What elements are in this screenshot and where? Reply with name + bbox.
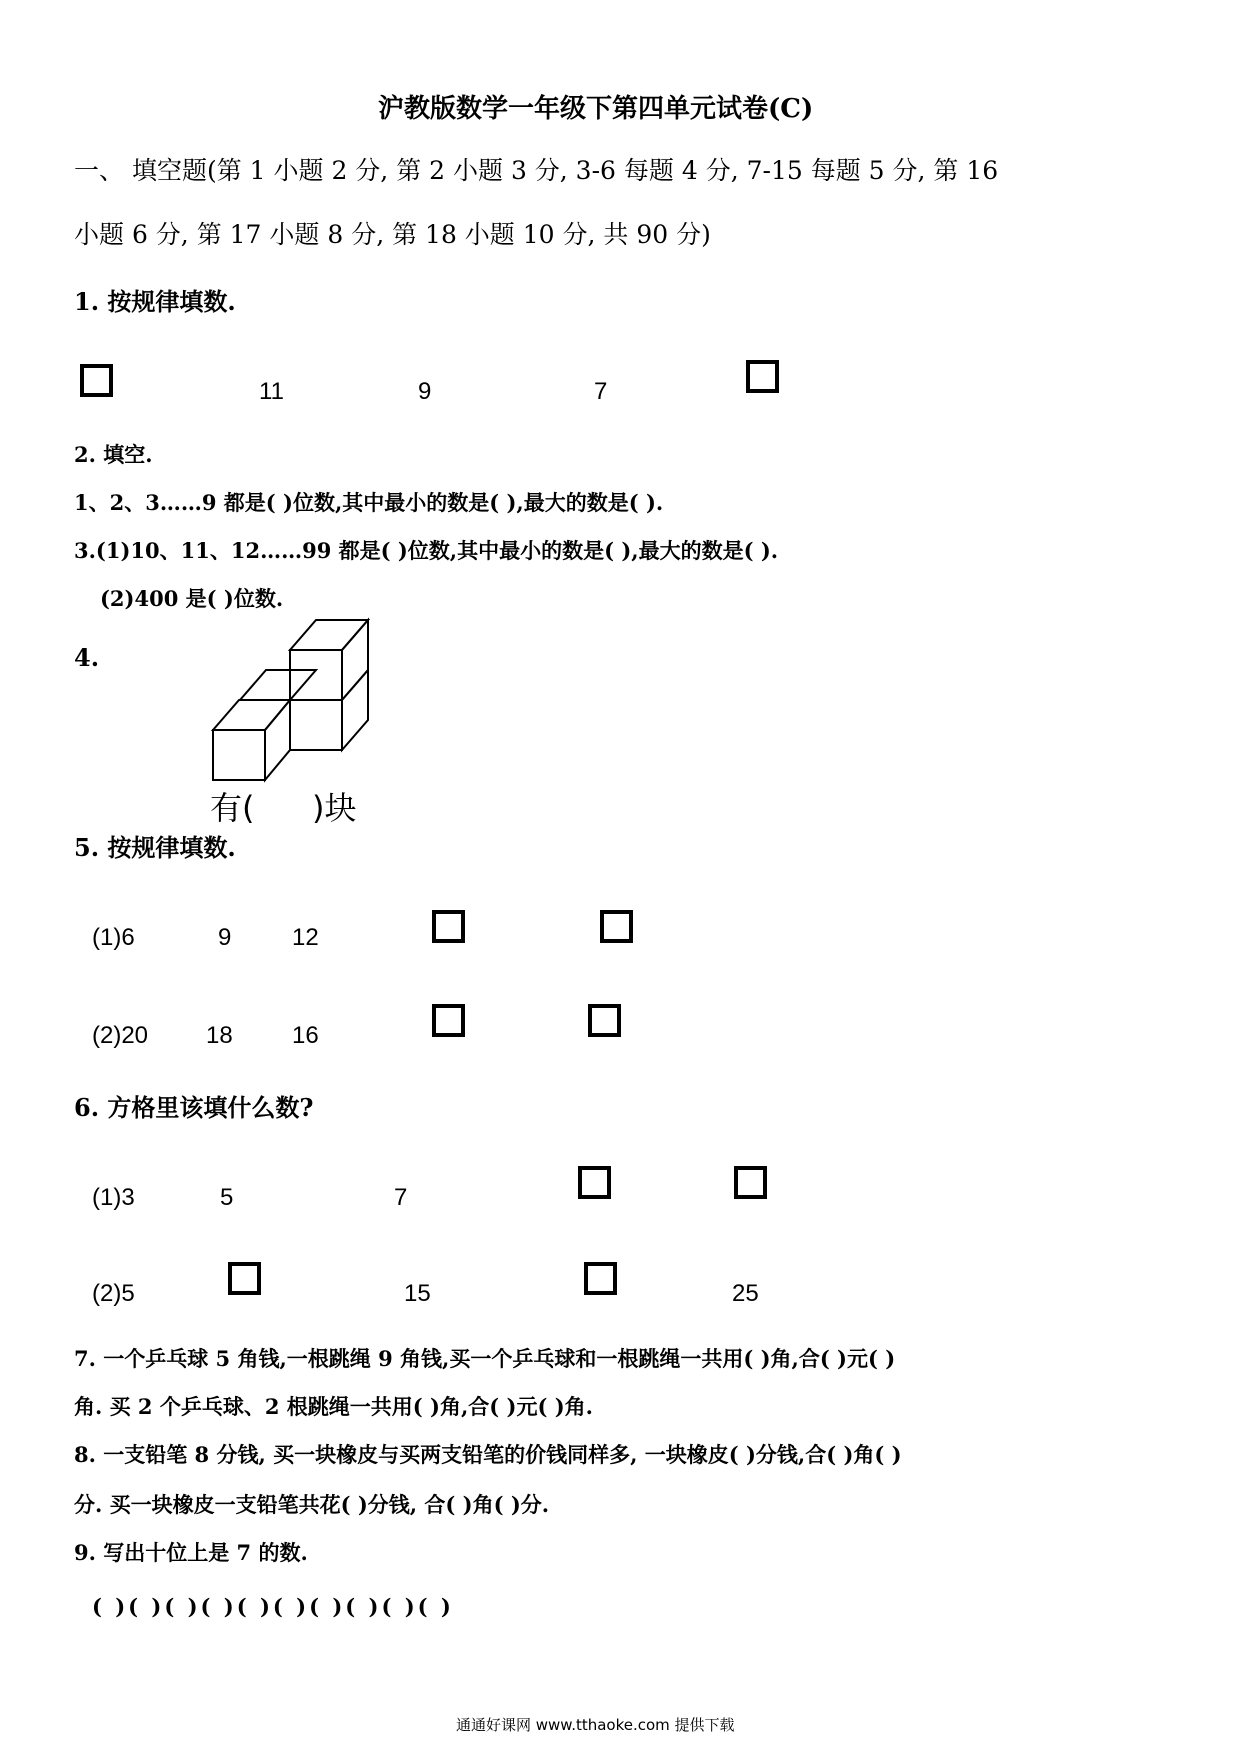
sequence-number: 12 bbox=[292, 924, 319, 951]
question-2-label: 2. 填空. bbox=[74, 442, 153, 467]
sequence-number: 25 bbox=[732, 1280, 759, 1307]
part-label: (2)5 bbox=[92, 1280, 135, 1307]
sequence-number: 5 bbox=[220, 1184, 234, 1211]
page-title: 沪教版数学一年级下第四单元试卷(C) bbox=[378, 94, 814, 124]
part-label: (1)6 bbox=[92, 924, 135, 951]
sequence-number: 7 bbox=[594, 378, 608, 405]
question-9-label: 9. 写出十位上是 7 的数. bbox=[74, 1540, 308, 1565]
question-8-line2: 分. 买一块橡皮一支铅笔共花( )分钱, 合( )角( )分. bbox=[74, 1492, 550, 1517]
question-7-line1: 7. 一个乒乓球 5 角钱,一根跳绳 9 角钱,买一个乒乓球和一根跳绳一共用( )角,合( )元( ) bbox=[74, 1346, 896, 1371]
question-8-line1: 8. 一支铅笔 8 分钱, 买一块橡皮与买两支铅笔的价钱同样多, 一块橡皮( )分钱,合( )角( ) bbox=[74, 1442, 902, 1467]
cube-stack-figure bbox=[200, 610, 390, 800]
question-3-line1: 3.(1)10、11、12……99 都是( )位数,其中最小的数是( ),最大的数是( ). bbox=[74, 538, 779, 563]
sequence-number: 9 bbox=[418, 378, 432, 405]
question-4-label: 4. bbox=[74, 643, 100, 672]
answer-box[interactable] bbox=[600, 910, 633, 943]
question-6-label: 6. 方格里该填什么数? bbox=[74, 1093, 314, 1122]
answer-box[interactable] bbox=[584, 1262, 617, 1295]
answer-box[interactable] bbox=[734, 1166, 767, 1199]
question-9-blanks[interactable]: ( )( )( )( )( )( )( )( )( )( ) bbox=[92, 1594, 454, 1619]
sequence-number: 9 bbox=[218, 924, 232, 951]
part-label: (1)3 bbox=[92, 1184, 135, 1211]
answer-box[interactable] bbox=[432, 910, 465, 943]
cube-count-blank[interactable] bbox=[260, 798, 312, 828]
answer-box[interactable] bbox=[80, 364, 113, 397]
answer-box[interactable] bbox=[588, 1004, 621, 1037]
section-header-line1: 一、 填空题(第 1 小题 2 分, 第 2 小题 3 分, 3-6 每题 4 分, 7-15 每题 5 分, 第 16 bbox=[74, 156, 999, 185]
cube-count-prefix: 有( bbox=[210, 789, 255, 827]
question-1-label: 1. 按规律填数. bbox=[74, 287, 236, 316]
part-label: (2)20 bbox=[92, 1022, 149, 1049]
sequence-number: 7 bbox=[394, 1184, 408, 1211]
answer-box[interactable] bbox=[228, 1262, 261, 1295]
question-3-line2: (2)400 是( )位数. bbox=[100, 586, 284, 611]
sequence-number: 18 bbox=[206, 1022, 233, 1049]
sequence-number: 15 bbox=[404, 1280, 431, 1307]
question-2-text: 1、2、3……9 都是( )位数,其中最小的数是( ),最大的数是( ). bbox=[74, 490, 664, 515]
section-header-line2: 小题 6 分, 第 17 小题 8 分, 第 18 小题 10 分, 共 90 分) bbox=[74, 220, 711, 249]
page-footer: 通通好课网 www.tthaoke.com 提供下载 bbox=[456, 1716, 735, 1734]
answer-box[interactable] bbox=[746, 360, 779, 393]
answer-box[interactable] bbox=[432, 1004, 465, 1037]
answer-box[interactable] bbox=[578, 1166, 611, 1199]
sequence-number: 16 bbox=[292, 1022, 319, 1049]
question-5-label: 5. 按规律填数. bbox=[74, 833, 236, 862]
sequence-number: 11 bbox=[259, 378, 284, 405]
cube-count-suffix: )块 bbox=[312, 789, 357, 827]
question-7-line2: 角. 买 2 个乒乓球、2 根跳绳一共用( )角,合( )元( )角. bbox=[74, 1394, 593, 1419]
